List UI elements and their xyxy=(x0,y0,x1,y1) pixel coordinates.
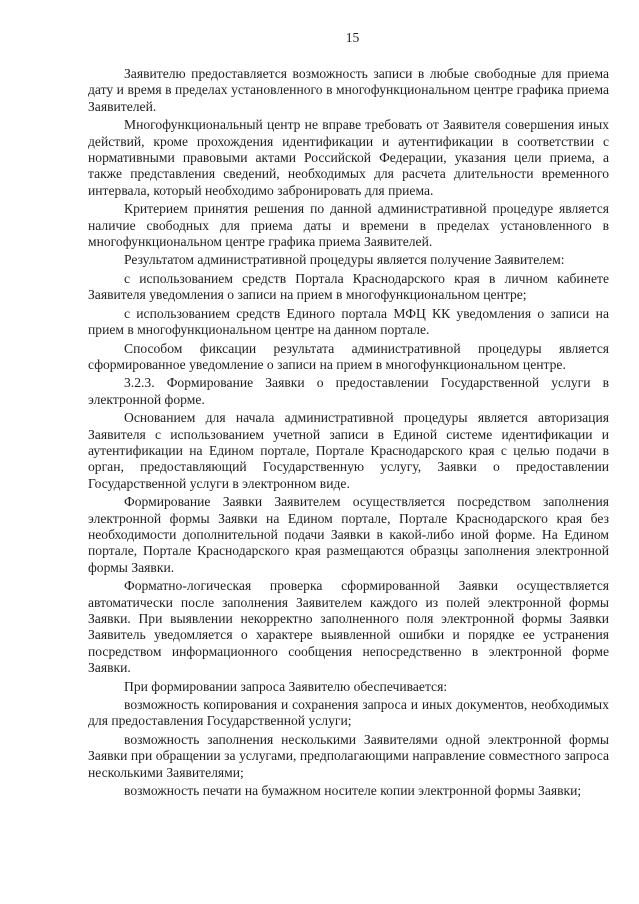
document-body xyxy=(88,66,609,799)
list-item: возможность заполнения несколькими Заявителями одной электронной формы Заявки при обращении за услугами, предполагающими направление совместного запроса несколькими Заявителями; xyxy=(88,731,609,780)
paragraph: с использованием средств Единого портала МФЦ КК уведомления о записи на прием в многофункциональном центре на данном портале. xyxy=(88,305,609,338)
paragraph: Многофункциональный центр не вправе требовать от Заявителя совершения иных действий, кроме прохождения идентификации и аутентификации в соответствии с нормативными правовыми актами Российской Федерации, указания цели приема, а также представления сведений, необходимых для расчета длительности временного интервала, который необходимо забронировать для приема. xyxy=(88,117,609,198)
paragraph: Результатом административной процедуры является получение Заявителем: xyxy=(124,252,565,268)
paragraph: Способом фиксации результата административной процедуры является сформированное уведомление о записи на прием в многофункциональном центре. xyxy=(88,340,609,372)
list-item: возможность копирования и сохранения запроса и иных документов, необходимых для предоставления Государственной услуги; xyxy=(88,697,609,729)
paragraph: Формирование Заявки Заявителем осуществляется посредством заполнения электронной формы Заявки на Едином портале, Портале Краснодарского края без необходимости дополнительной подачи Заявки в какой-либо иной форме. На Едином портале, Портале Краснодарского края размещаются образцы заполнения электронной формы Заявки. xyxy=(88,494,609,575)
section-heading: 3.2.3. Формирование Заявки о предоставлении Государственной услуги в электронной форме. xyxy=(88,375,609,407)
paragraph: Основанием для начала административной процедуры является авторизация Заявителя с использованием учетной записи в Единой системе идентификации и аутентификации на Едином портале, Портале Краснодарского края с целью подачи в орган, предоставляющий Государственную услугу, Заявки о предоставлении Государственной услуги в электронном виде. xyxy=(88,410,609,491)
paragraph: Критерием принятия решения по данной административной процедуре является наличие свободных для приема даты и времени в пределах установленного в многофункциональном центре графика приема Заявителей. xyxy=(88,201,609,250)
list-item: возможность печати на бумажном носителе копии электронной формы Заявки; xyxy=(124,783,582,799)
page-number: 15 xyxy=(345,30,360,45)
paragraph: с использованием средств Портала Краснодарского края в личном кабинете Заявителя уведомления о записи на прием в многофункциональном центре; xyxy=(88,270,609,303)
paragraph: Заявителю предоставляется возможность записи в любые свободные для приема дату и время в пределах установленного в многофункциональном центре графика приема Заявителей. xyxy=(88,66,609,114)
paragraph: При формировании запроса Заявителю обеспечивается: xyxy=(124,678,448,694)
paragraph: Форматно-логическая проверка сформированной Заявки осуществляется автоматически после заполнения Заявителем каждого из полей электронной формы Заявки. При выявлении некорректно заполненного поля электронной формы Заявки Заявитель уведомляется о характере выявленной ошибки и порядке ее устранения посредством информационного сообщения непосредственно в электронной форме Заявки. xyxy=(88,578,609,676)
